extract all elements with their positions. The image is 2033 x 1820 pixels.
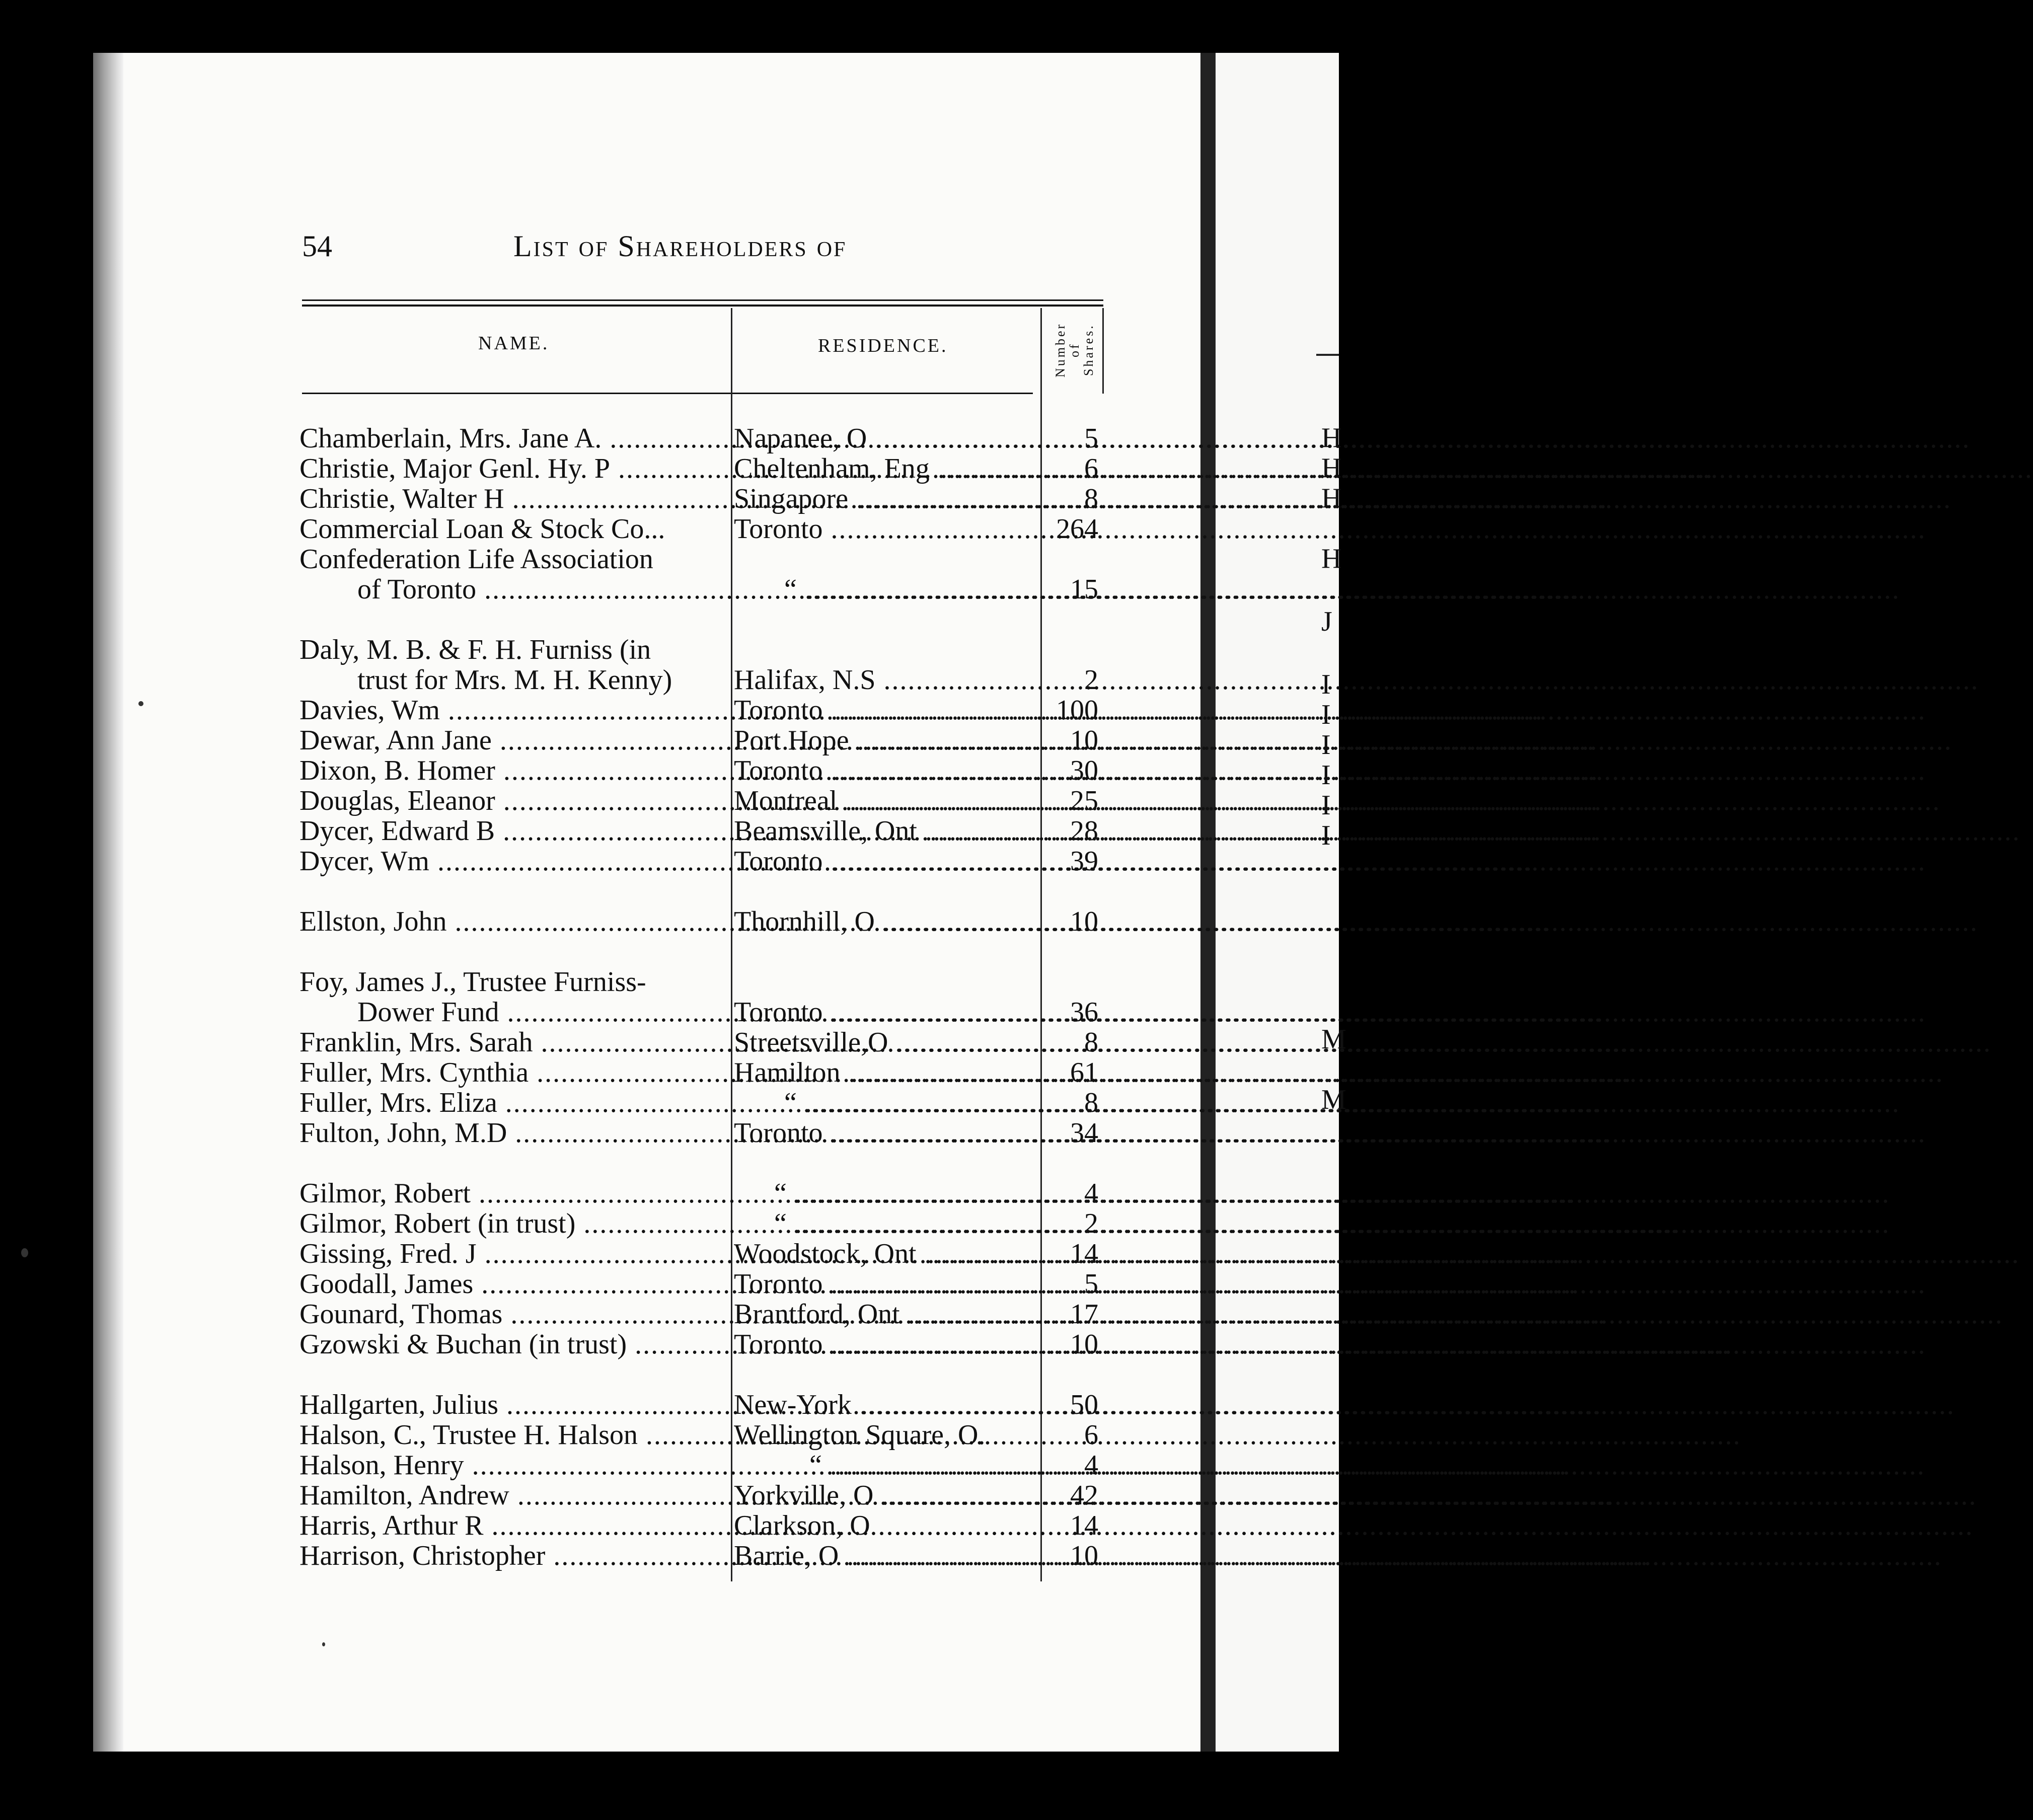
share-count: 10	[1070, 1329, 1098, 1360]
table-row	[0, 1389, 1339, 1420]
share-count: 2	[1084, 664, 1098, 696]
shareholder-name: Gounard, Thomas .....	[299, 1299, 727, 1330]
table-row	[0, 1299, 1339, 1330]
facing-page-letter: H	[1321, 483, 1342, 514]
shareholder-name: Goodall, James .....	[299, 1268, 727, 1300]
table-top-rule	[302, 305, 1103, 307]
share-count: 100	[1056, 695, 1098, 726]
residence	[734, 966, 1036, 998]
share-count: 14	[1070, 1510, 1098, 1541]
facing-page-letter: I	[1321, 669, 1331, 700]
table-row	[0, 846, 1339, 877]
residence: Montreal .....	[734, 785, 1036, 816]
shareholder-name: Dycer, Wm .....	[299, 846, 727, 877]
table-top-rule	[302, 299, 1103, 301]
shareholder-name: Commercial Loan & Stock Co...	[299, 513, 665, 545]
column-divider	[1102, 308, 1104, 394]
residence: Napanee, O .....	[734, 423, 1036, 454]
residence: Toronto .....	[734, 755, 1036, 786]
residence	[734, 634, 1036, 665]
shareholder-name: Franklin, Mrs. Sarah .....	[299, 1027, 727, 1058]
residence: New-York .....	[734, 1389, 1036, 1420]
table-row	[0, 815, 1339, 847]
share-count: 39	[1070, 846, 1098, 877]
shareholder-name: Ellston, John .....	[299, 906, 727, 937]
share-count: 2	[1084, 1208, 1098, 1239]
shareholder-name: Christie, Major Genl. Hy. P .....	[299, 453, 727, 484]
residence: Toronto .....	[734, 997, 1036, 1028]
share-count: 28	[1070, 815, 1098, 847]
residence: Yorkville, O .....	[734, 1480, 1036, 1511]
residence: Toronto .....	[734, 513, 1036, 545]
residence: Cheltenham, Eng .....	[734, 453, 1036, 484]
share-count: 264	[1056, 513, 1098, 545]
share-count: 4	[1084, 1178, 1098, 1209]
facing-page-letter: H	[1321, 422, 1342, 453]
table-row	[0, 543, 1342, 575]
share-count: 17	[1070, 1299, 1098, 1330]
shareholder-name: Halson, Henry .....	[299, 1450, 727, 1481]
table-row	[0, 997, 1339, 1028]
residence: “ .....	[734, 1450, 1036, 1481]
share-count	[1043, 966, 1098, 998]
residence: Toronto .....	[734, 1117, 1036, 1149]
share-count: 34	[1070, 1117, 1098, 1149]
share-count: 10	[1070, 1540, 1098, 1571]
residence: “ .....	[734, 574, 1036, 605]
residence: Streetsville,O .....	[734, 1027, 1036, 1058]
table-row	[0, 1117, 1339, 1149]
facing-page-letter: M	[1321, 1084, 1346, 1115]
table-row	[0, 483, 1342, 514]
table-row	[0, 966, 1339, 998]
share-count: 61	[1070, 1057, 1098, 1088]
shareholder-name: Fuller, Mrs. Cynthia .....	[299, 1057, 727, 1088]
shareholder-name: Gilmor, Robert (in trust) .....	[299, 1208, 727, 1239]
residence: Thornhill, O .....	[734, 906, 1036, 937]
shareholder-name: Douglas, Eleanor .....	[299, 785, 727, 816]
table-row	[0, 634, 1339, 665]
shareholder-name: Gissing, Fred. J .....	[299, 1238, 727, 1269]
facing-page-letter: I	[1321, 699, 1331, 730]
share-count: 6	[1084, 1419, 1098, 1451]
residence: Toronto .....	[734, 1268, 1036, 1300]
facing-page-letter: H	[1321, 452, 1342, 484]
residence: Toronto .....	[734, 1329, 1036, 1360]
share-count: 8	[1084, 483, 1098, 514]
share-count	[1043, 634, 1098, 665]
table-row	[0, 1510, 1339, 1541]
share-count: 5	[1084, 423, 1098, 454]
table-row	[0, 755, 1339, 786]
share-count: 30	[1070, 755, 1098, 786]
share-count: 8	[1084, 1087, 1098, 1118]
residence: Toronto .....	[734, 846, 1036, 877]
share-count: 36	[1070, 997, 1098, 1028]
residence: “ .....	[734, 1208, 1036, 1239]
table-row	[0, 513, 1339, 545]
share-count: 6	[1084, 453, 1098, 484]
residence: Halifax, N.S .....	[734, 664, 1036, 696]
page-header	[0, 229, 1339, 269]
facing-page-letter: I	[1321, 820, 1331, 851]
running-title: List of Shareholders of	[513, 230, 847, 263]
facing-page-letter: J	[1321, 606, 1332, 637]
shareholder-name: Gzowski & Buchan (in trust) .....	[299, 1329, 727, 1360]
table-row	[0, 1208, 1339, 1239]
table-row	[0, 1268, 1339, 1300]
page-number: 54	[302, 230, 332, 263]
shareholder-name: Dixon, B. Homer .....	[299, 755, 727, 786]
column-header-shares: Number of Shares.	[1053, 322, 1096, 377]
share-count: 50	[1070, 1389, 1098, 1420]
shareholder-name: Dewar, Ann Jane .....	[299, 725, 727, 756]
residence: Beamsville, Ont .....	[734, 815, 1036, 847]
table-row	[0, 1480, 1339, 1511]
shareholder-name: Halson, C., Trustee H. Halson .....	[299, 1419, 727, 1451]
shareholder-name: Dower Fund .....	[357, 997, 727, 1028]
facing-page-letter: I	[1321, 729, 1331, 761]
residence: Toronto .....	[734, 695, 1036, 726]
shareholder-name: Fuller, Mrs. Eliza .....	[299, 1087, 727, 1118]
share-count: 10	[1070, 906, 1098, 937]
shareholder-name: Gilmor, Robert .....	[299, 1178, 727, 1209]
table-row	[0, 1238, 1339, 1269]
column-header-name: NAME.	[478, 333, 550, 354]
table-row	[0, 1329, 1339, 1360]
residence: Wellington Square, O.	[734, 1419, 986, 1451]
table-row	[0, 1057, 1339, 1088]
share-count: 25	[1070, 785, 1098, 816]
shareholder-name: Hamilton, Andrew .....	[299, 1480, 727, 1511]
shareholder-name: Christie, Walter H .....	[299, 483, 727, 514]
shareholder-name: of Toronto .....	[357, 574, 727, 605]
facing-page-rule	[1316, 354, 1339, 356]
table-row	[0, 906, 1339, 937]
share-count: 8	[1084, 1027, 1098, 1058]
table-row	[0, 695, 1339, 726]
shareholder-name: Dycer, Edward B .....	[299, 815, 727, 847]
residence	[734, 544, 1036, 575]
share-count: 4	[1084, 1450, 1098, 1481]
share-count	[1043, 544, 1098, 575]
residence: Singapore .....	[734, 483, 1036, 514]
header-bottom-rule	[302, 393, 1033, 394]
shareholder-name: Hallgarten, Julius .....	[299, 1389, 727, 1420]
facing-page-letter: H	[1321, 543, 1342, 574]
residence: “ .....	[734, 1087, 1036, 1118]
residence: “ .....	[734, 1178, 1036, 1209]
residence: Woodstock, Ont .....	[734, 1238, 1036, 1269]
shareholder-name: Confederation Life Association	[299, 544, 653, 575]
table-row	[0, 1178, 1339, 1209]
residence: Brantford, Ont .....	[734, 1299, 1036, 1330]
residence: Clarkson, O .....	[734, 1510, 1036, 1541]
print-speck	[322, 1642, 325, 1646]
shareholder-name: Daly, M. B. & F. H. Furniss (in	[299, 634, 651, 665]
table-row	[0, 1087, 1339, 1118]
share-count: 10	[1070, 725, 1098, 756]
table-row	[0, 574, 1339, 605]
table-row	[0, 1027, 1339, 1058]
residence: Port Hope .....	[734, 725, 1036, 756]
shareholder-name: Fulton, John, M.D .....	[299, 1117, 727, 1149]
residence: Hamilton .....	[734, 1057, 1036, 1088]
residence: Barrie, O .....	[734, 1540, 1036, 1571]
share-count: 15	[1070, 574, 1098, 605]
table-row	[0, 1450, 1339, 1481]
shareholder-name: Chamberlain, Mrs. Jane A. .....	[299, 423, 727, 454]
shareholder-name: Davies, Wm .....	[299, 695, 727, 726]
column-header-residence: RESIDENCE.	[818, 335, 948, 356]
table-row	[0, 1419, 1339, 1451]
table-row	[0, 725, 1339, 756]
table-row	[0, 785, 1339, 816]
share-count: 42	[1070, 1480, 1098, 1511]
table-row	[0, 1540, 1339, 1571]
shareholder-name: trust for Mrs. M. H. Kenny)	[357, 664, 672, 696]
table-row	[0, 422, 1342, 454]
shareholder-name: Harrison, Christopher .....	[299, 1540, 727, 1571]
shareholder-name: Foy, James J., Trustee Furniss-	[299, 966, 646, 998]
facing-page-letter: I	[1321, 790, 1331, 821]
shareholder-name: Harris, Arthur R .....	[299, 1510, 727, 1541]
facing-page-letter: I	[1321, 760, 1331, 791]
table-row	[0, 452, 1342, 484]
table-row	[0, 664, 1339, 696]
share-count: 5	[1084, 1268, 1098, 1300]
facing-page-letter: M	[1321, 1024, 1346, 1055]
share-count: 14	[1070, 1238, 1098, 1269]
